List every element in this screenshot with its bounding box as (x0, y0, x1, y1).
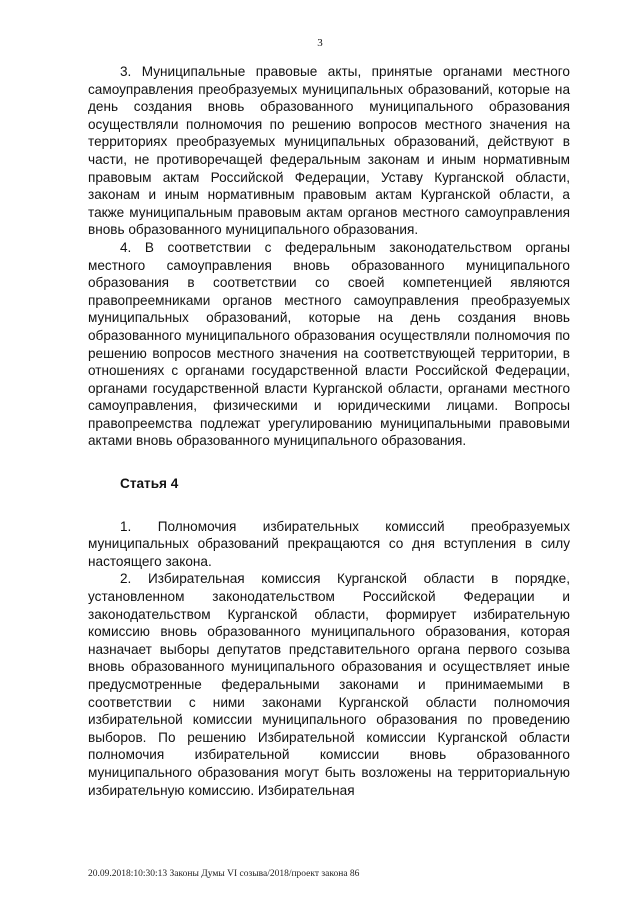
paragraph-4: 4. В соответствии с федеральным законодательством органы местного самоуправления вновь образованного муниципального образования в соответствии со своей компетенцией являются правопреемниками органов местного самоуправления преобразуемых муниципальных образований, которые на день создания вновь образованного муниципального образования осуществляли полномочия по решению вопросов местного значения на соответствующей территории, в отношениях с органами государственной власти Российской Федерации, органами государственной власти Курганской области, органами местного самоуправления, физическими и юридическими лицами. Вопросы правопреемства подлежат урегулированию муниципальными правовыми актами вновь образованного муниципального образования. (88, 239, 570, 449)
document-body (88, 63, 570, 799)
article-4-paragraph-1: 1. Полномочия избирательных комиссий преобразуемых муниципальных образований прекращаются со дня вступления в силу настоящего закона. (88, 518, 570, 569)
article-heading: Статья 4 (120, 476, 179, 492)
paragraph-3: 3. Муниципальные правовые акты, принятые органами местного самоуправления преобразуемых муниципальных образований, которые на день создания вновь образованного муниципального образования осуществляли полномочия по решению вопросов местного значения на территориях преобразуемых муниципальных образований, действуют в части, не противоречащей федеральным законам и иным нормативным правовым актам Российской Федерации, Уставу Курганской области, законам и иным нормативным правовым актам Курганской области, а также муниципальным правовым актам органов местного самоуправления вновь образованного муниципального образования. (88, 64, 570, 238)
article-4-paragraph-2: 2. Избирательная комиссия Курганской области в порядке, установленном законодательством Российской Федерации и законодательством Курганской области, формирует избирательную комиссию вновь образованного муниципального образования, которая назначает выборы депутатов представительного органа первого созыва вновь образованного муниципального образования и осуществляет иные предусмотренные федеральными законами и принимаемыми в соответствии с ними законами Курганской области полномочия избирательной комиссии муниципального образования по проведению выборов. По решению Избирательной комиссии Курганской области полномочия избирательной комиссии вновь образованного муниципального образования могут быть возложены на территориальную избирательную комиссию. Избирательная (88, 571, 570, 798)
footer-path: 20.09.2018:10:30:13 Законы Думы VI созыва/2018/проект закона 86 (88, 869, 360, 879)
page-number: 3 (317, 37, 323, 49)
